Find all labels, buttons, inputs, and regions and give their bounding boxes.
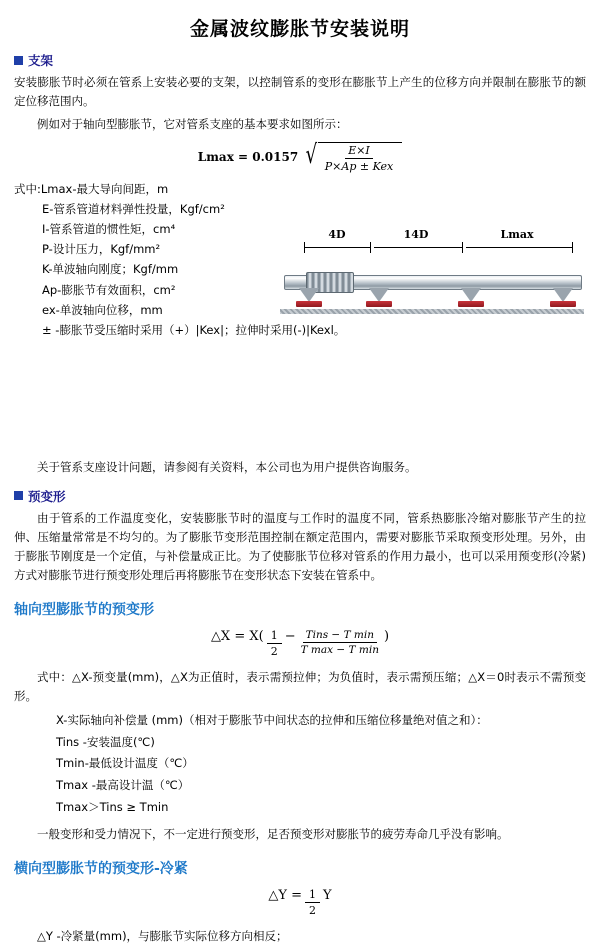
figure-dimension-lines — [304, 241, 580, 255]
support-paragraph-2: 例如对于轴向型膨胀节，它对管系支座的基本要求如图所示： — [37, 116, 348, 131]
sqrt-content — [318, 142, 402, 173]
radical-icon: √ — [305, 139, 318, 170]
document-page — [0, 14, 600, 943]
anchor-base — [550, 301, 576, 307]
equation-temp-fraction — [298, 629, 382, 658]
term-item: Tmax -最高设计温（℃） — [56, 778, 190, 793]
anchor-triangle-icon — [369, 288, 389, 302]
predeform-paragraph: 由于管系的工作温度变化，安装膨胀节时的温度与工作时的温度不同，管系热膨胀冷缩对膨胀节产生的拉伸、压缩量常常是不均匀的。为了膨胀节变形范围控制在额定范围内，需要对膨胀节采取预变形处理。另外，由于膨胀节刚度是一个定值，与补偿量成正比。为了使膨胀节位移对管系的作用力最小，也可以采用预变形(冷紧)方式对膨胀节进行预变形处理后再将膨胀节在变形状态下安装在管系中。 — [14, 510, 586, 582]
equation-lateral-half-fraction — [305, 888, 320, 917]
axial-predeform-closing: 一般变形和受力情况下，不一定进行预变形，足否预变形对膨胀节的疲劳寿命几乎没有影响。 — [37, 826, 509, 841]
formula-lmax-content — [197, 139, 402, 173]
page-title: 金属波纹膨胀节安装说明 — [189, 18, 410, 40]
section-heading-predeform — [14, 487, 586, 505]
axial-predeform-terms — [14, 710, 586, 819]
legend-item: ex-单波轴向位移，mm — [42, 302, 163, 317]
subheading-lateral-predeform: 横向型膨胀节的预变形-冷紧 — [14, 860, 188, 877]
square-bullet-icon — [14, 56, 23, 65]
dimension-tick — [572, 242, 573, 253]
anchor-triangle-icon — [553, 288, 573, 302]
equation-rhs: ) — [383, 628, 390, 644]
pipe-support-figure — [278, 228, 586, 331]
legend-item: I-管系管道的惯性矩，cm⁴ — [42, 222, 176, 237]
half-numerator: 1 — [305, 888, 320, 903]
lateral-predeform-explain: △Y -冷紧量(mm)，与膨胀节实际位移方向相反； — [37, 928, 288, 943]
half-denominator: 2 — [270, 644, 278, 658]
anchor-base — [296, 301, 322, 307]
figure-label-4d: 4D — [328, 227, 346, 241]
anchor-base — [366, 301, 392, 307]
anchor-triangle-icon — [299, 288, 319, 302]
document-body — [0, 51, 600, 946]
formula-lmax-lhs: Lmax = 0.0157 — [197, 150, 299, 165]
anchor-triangle-icon — [461, 288, 481, 302]
equation-lateral-lhs: △Y = — [268, 887, 302, 903]
support-paragraph-1: 安装膨胀节时必须在管系上安装必要的支架，以控制管系的变形在膨胀节上产生的位移方向并限制在膨胀节的额定位移范围内。 — [14, 75, 586, 108]
equation-minus-sign: − — [284, 628, 296, 644]
subheading-axial-predeform: 轴向型膨胀节的预变形 — [14, 601, 154, 618]
half-denominator: 2 — [309, 903, 316, 917]
dimension-segment-lmax — [466, 247, 572, 248]
square-bullet-icon — [14, 491, 23, 500]
formula-lmax — [14, 139, 586, 173]
legend-item: E-管系管道材料弹性投量，Kgf/cm² — [42, 202, 225, 217]
equation-lhs: △X = X( — [210, 628, 264, 644]
temp-numerator: Tins − T min — [303, 629, 377, 643]
support-note-paragraph: 关于管系支座设计问题，请参阅有关资料，本公司也为用户提供咨询服务。 — [37, 459, 417, 474]
ground-hatching — [280, 309, 584, 314]
dimension-tick — [462, 242, 463, 253]
axial-predeform-explain: 式中：△X-预变量(mm)，△X为正值时，表示需预拉伸；为负值时，表示需预压缩；△X＝0时表示不需预变形。 — [14, 669, 586, 703]
term-item: Tmin-最低设计温度（℃） — [56, 756, 194, 771]
dimension-segment-14d — [374, 247, 462, 248]
dimension-tick — [304, 242, 305, 253]
legend-intro: 式中:Lmax-最大导向间距，m — [14, 181, 169, 196]
formula-numerator: E×I — [345, 144, 373, 159]
section-heading-support-label: 支架 — [28, 53, 54, 68]
equation-half-fraction — [267, 629, 282, 658]
figure-dimension-labels — [278, 228, 586, 241]
dimension-tick — [370, 242, 371, 253]
figure-label-14d: 14D — [403, 227, 429, 241]
legend-item: ± -膨胀节受压缩时采用（+）|Kex|；拉伸时采用(-)|Kexl。 — [42, 322, 346, 337]
equation-lateral-rhs: Y — [323, 887, 332, 903]
legend-item: Ap-膨胀节有效面积，cm² — [42, 282, 176, 297]
formula-denominator: P×Ap ± Kex — [324, 159, 394, 173]
section-heading-support — [14, 51, 586, 69]
term-item: Tins -安装温度(℃) — [56, 734, 155, 749]
legend-item: K-单波轴向刚度；Kgf/mm — [42, 262, 179, 277]
term-item: Tmax＞Tins ≥ Tmin — [56, 800, 169, 815]
pipe-assembly-diagram — [278, 257, 586, 331]
legend-item: P-设计压力，Kgf/mm² — [42, 242, 161, 257]
anchor-base — [458, 301, 484, 307]
section-heading-predeform-label: 预变形 — [28, 488, 66, 504]
sqrt-group — [303, 139, 402, 173]
figure-label-lmax: Lmax — [500, 227, 534, 241]
formula-fraction — [322, 144, 396, 173]
equation-lateral-predeform — [14, 888, 586, 917]
term-item: X-实际轴向补偿量 (mm)（相对于膨胀节中间状态的拉伸和压缩位移量绝对值之和）： — [56, 712, 488, 727]
half-numerator: 1 — [267, 629, 282, 644]
temp-denominator: T max − T min — [300, 643, 379, 656]
dimension-segment-4d — [304, 247, 370, 248]
equation-axial-predeform — [14, 629, 586, 658]
